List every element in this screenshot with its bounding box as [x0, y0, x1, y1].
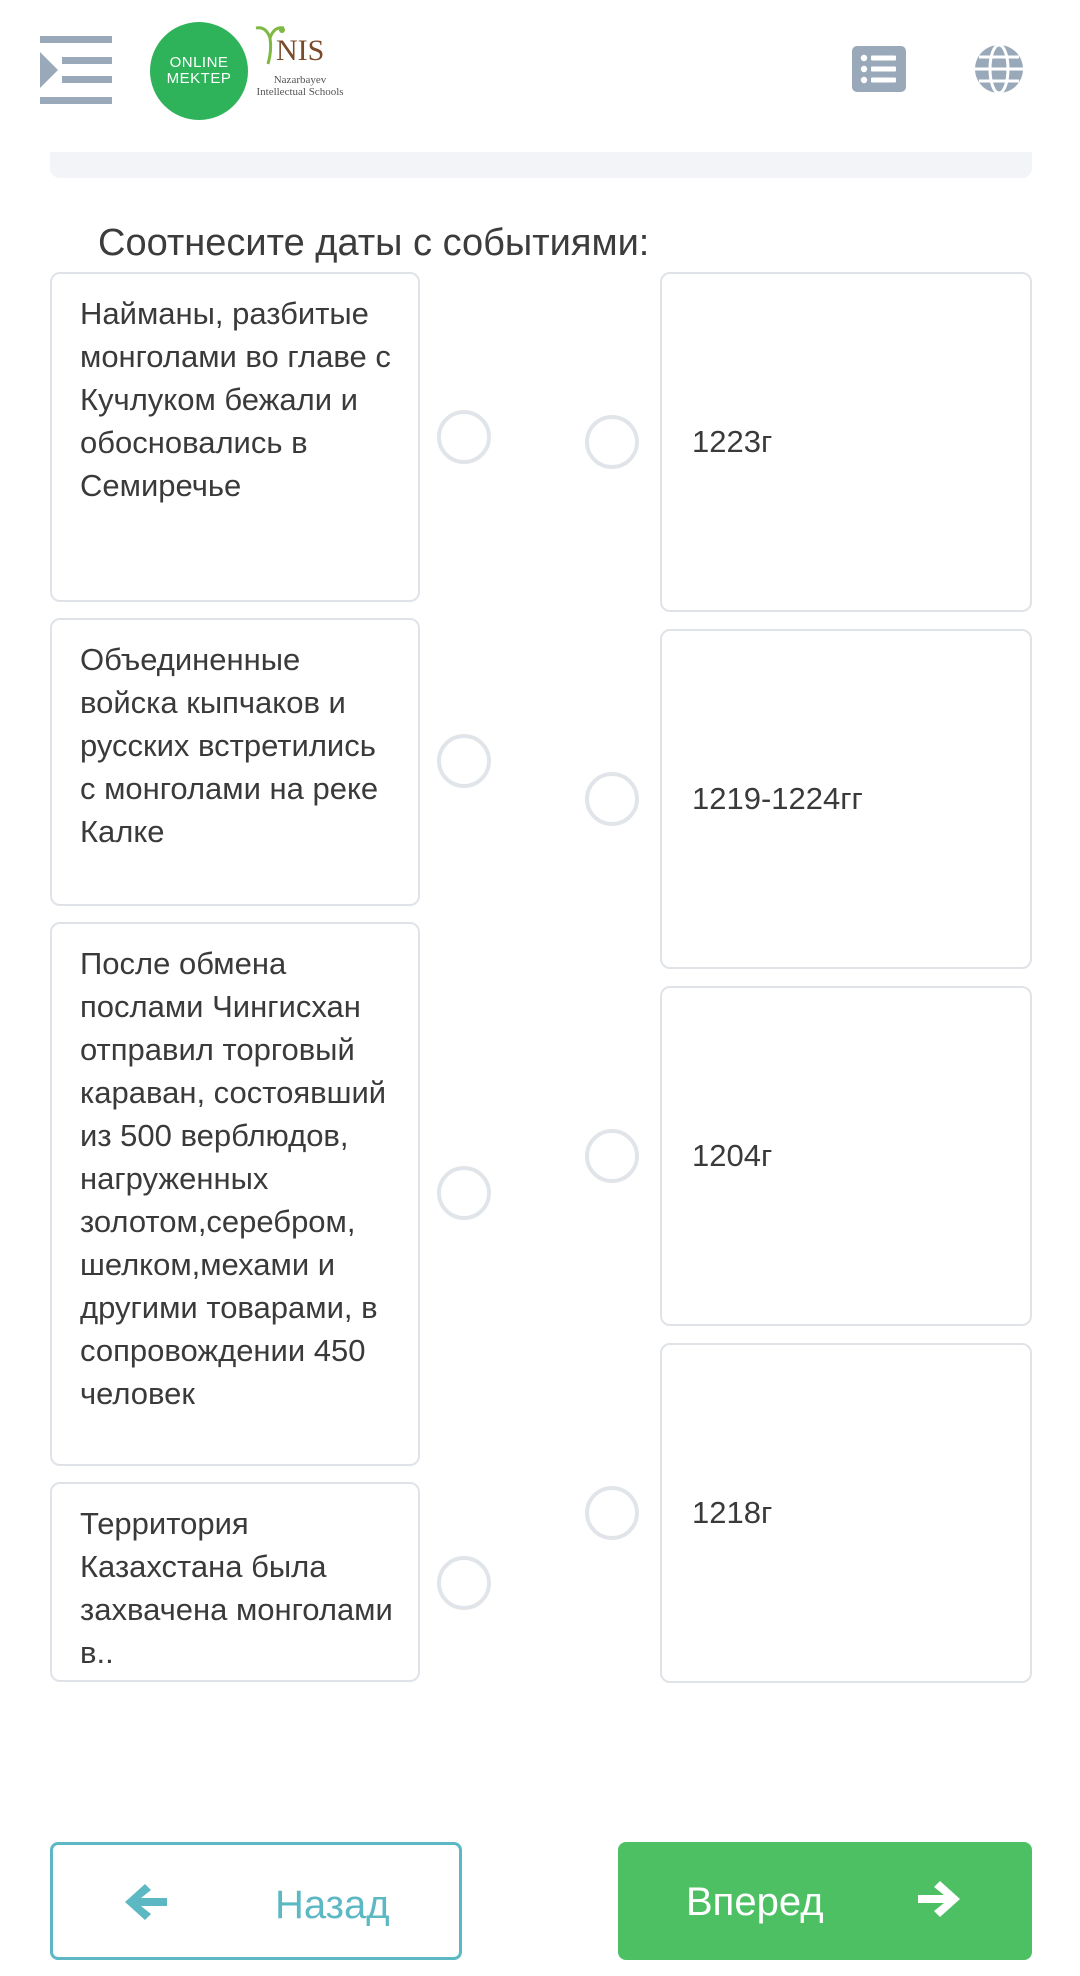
question-list-icon[interactable] [852, 46, 906, 92]
language-globe-icon[interactable] [972, 42, 1026, 96]
date-connector-radio[interactable] [585, 415, 639, 469]
date-text: 1218г [692, 1495, 773, 1530]
date-card[interactable] [660, 1343, 1032, 1683]
online-mektep-logo [150, 22, 248, 120]
event-card[interactable] [50, 272, 420, 602]
arrow-left-icon [125, 1882, 169, 1922]
next-button[interactable] [618, 1842, 1032, 1960]
event-text: Объединенные войска кыпчаков и русских встретились с монголами на реке Калке [80, 642, 379, 849]
nis-logo-word: NIS [276, 34, 325, 67]
back-button-label: Назад [275, 1883, 390, 1927]
date-card[interactable] [660, 986, 1032, 1326]
date-connector-radio[interactable] [585, 1486, 639, 1540]
logo-text-line2: MEKTEP [166, 70, 232, 87]
date-card[interactable] [660, 629, 1032, 969]
date-connector-radio[interactable] [585, 1129, 639, 1183]
event-text: Найманы, разбитые монголами во главе с Кучлуком бежали и обосновались в Семиречье [80, 296, 391, 503]
nis-logo-subtitle: Nazarbayev Intellectual Schools [256, 74, 344, 98]
date-text: 1219-1224гг [692, 781, 863, 816]
arrow-right-icon [916, 1879, 960, 1919]
event-connector-radio[interactable] [437, 734, 491, 788]
app-header [0, 0, 1080, 140]
date-connector-radio[interactable] [585, 772, 639, 826]
event-connector-radio[interactable] [437, 1166, 491, 1220]
date-text: 1223г [692, 424, 773, 459]
event-card[interactable] [50, 1482, 420, 1682]
event-text: После обмена послами Чингисхан отправил торговый караван, состоявший из 500 верблюдов, нагруженных золотом,серебром, шелком,мехами и другими товарами, в сопровождении 450 человек [80, 946, 387, 1411]
content-top-strip [50, 152, 1032, 178]
question-title: Соотнесите даты с событиями: [98, 222, 650, 264]
event-card[interactable] [50, 922, 420, 1466]
next-button-label: Вперед [686, 1880, 824, 1924]
event-card[interactable] [50, 618, 420, 906]
date-text: 1204г [692, 1138, 773, 1173]
menu-toggle-icon[interactable] [40, 36, 112, 104]
event-text: Территория Казахстана была захвачена монголами в.. [80, 1506, 393, 1670]
event-connector-radio[interactable] [437, 410, 491, 464]
nis-logo [252, 22, 348, 122]
event-connector-radio[interactable] [437, 1556, 491, 1610]
date-card[interactable] [660, 272, 1032, 612]
logo-text-line1: ONLINE [169, 54, 229, 71]
back-button[interactable] [50, 1842, 462, 1960]
